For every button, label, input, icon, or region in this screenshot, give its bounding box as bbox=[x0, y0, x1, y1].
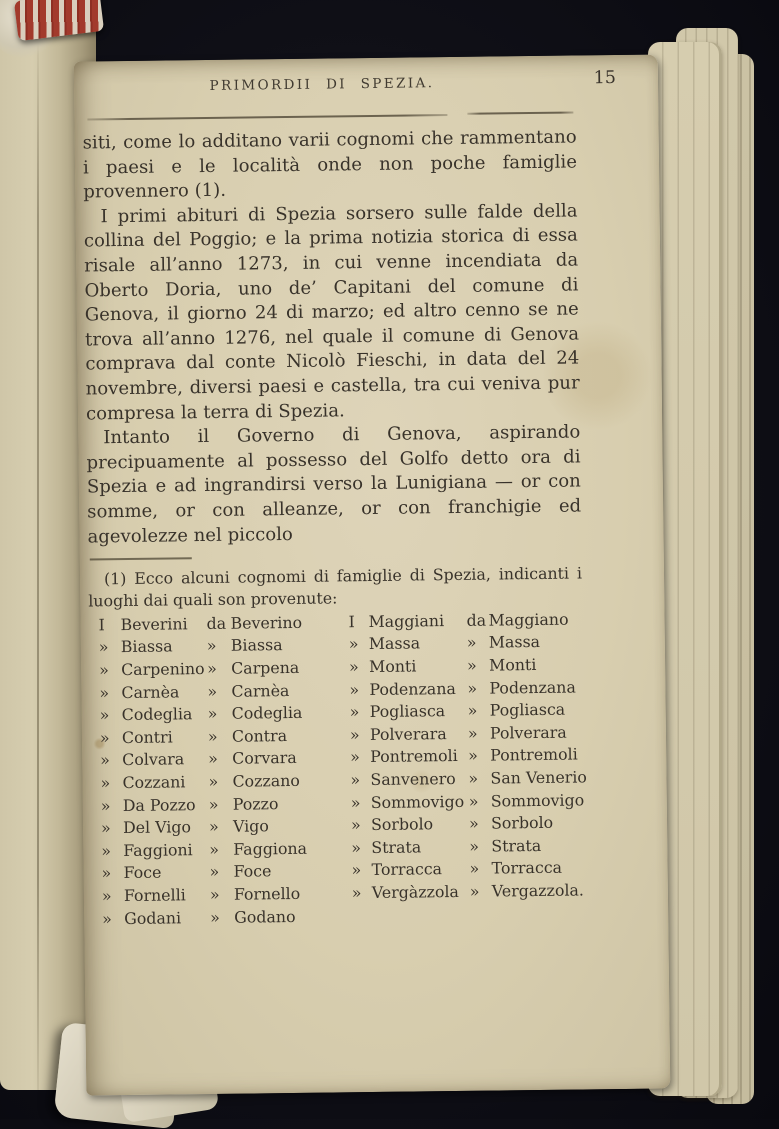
place-name: Strata bbox=[491, 835, 542, 856]
place-name: Foce bbox=[233, 861, 272, 882]
place-name: Fornello bbox=[233, 883, 301, 904]
place-name: Carnèa bbox=[231, 680, 290, 701]
article-marker: » bbox=[350, 815, 361, 835]
page-header bbox=[82, 55, 643, 108]
family-name: Torracca bbox=[371, 859, 443, 880]
ditto-marker: » bbox=[208, 749, 219, 769]
place-name: Carpena bbox=[231, 657, 300, 678]
footnote-rule bbox=[90, 557, 192, 560]
article-marker: I bbox=[348, 612, 355, 632]
family-name: Biassa bbox=[120, 636, 173, 657]
footnote-list-row bbox=[351, 789, 591, 815]
ditto-marker: » bbox=[209, 839, 220, 859]
family-name: Maggiani bbox=[368, 610, 445, 631]
ditto-marker: » bbox=[210, 907, 220, 927]
family-name: Sommovigo bbox=[370, 791, 465, 812]
paragraph: I primi abituri di Spezia sorsero sulle falde della collina del Poggio; e la prima notizia storica di essa risale all’anno 1273, in cui venne incendiata da Oberto Doria, uno de’ Capitani del comune di Genova, il giorno 24 di marzo; ed altro cenno se ne trova all’anno 1276, nel quale il comune di Genova comprava dal conte Nicolò Fieschi, in data del 24 novembre, diversi paesi e castella, tra cui veniva pur compresa la terra di Spezia. bbox=[83, 200, 580, 425]
footnote bbox=[88, 552, 593, 930]
article-marker: » bbox=[99, 727, 110, 748]
article-marker: » bbox=[101, 863, 112, 883]
ditto-marker: » bbox=[207, 726, 218, 746]
article-marker: » bbox=[351, 860, 362, 880]
ditto-marker: » bbox=[468, 813, 479, 833]
family-name: Pontremoli bbox=[370, 746, 458, 767]
article-marker: » bbox=[102, 908, 112, 928]
footnote-list-row bbox=[351, 857, 591, 883]
article-marker: » bbox=[348, 657, 359, 677]
article-marker: » bbox=[349, 702, 360, 722]
footnote-columns bbox=[88, 608, 592, 930]
article-marker: » bbox=[351, 883, 362, 903]
footnote-list-row bbox=[350, 721, 590, 747]
ditto-marker: » bbox=[207, 681, 218, 701]
article-marker: » bbox=[99, 682, 110, 702]
place-name: Vigo bbox=[232, 816, 269, 836]
ditto-marker: » bbox=[467, 723, 478, 743]
ditto-marker: » bbox=[206, 636, 217, 656]
article-marker: » bbox=[100, 818, 111, 838]
article-marker: » bbox=[101, 840, 112, 861]
article-marker: I bbox=[98, 615, 105, 635]
place-name: Codeglia bbox=[231, 703, 303, 723]
book-page bbox=[74, 54, 671, 1095]
family-name: Del Vigo bbox=[122, 817, 192, 838]
place-name: Torracca bbox=[491, 858, 563, 878]
family-name: Pogliasca bbox=[369, 701, 446, 722]
ditto-marker: da bbox=[206, 613, 227, 633]
ditto-marker: » bbox=[207, 658, 217, 679]
footnote-list-row bbox=[352, 879, 592, 905]
ditto-marker: » bbox=[468, 746, 478, 766]
ditto-marker: da bbox=[466, 610, 487, 630]
place-name: Beverino bbox=[230, 612, 303, 633]
place-name: Contra bbox=[231, 725, 288, 746]
family-name: Foce bbox=[123, 862, 162, 883]
place-name: Cozzano bbox=[232, 770, 300, 791]
footnote-list-row bbox=[99, 634, 341, 660]
family-name: Codeglia bbox=[121, 704, 193, 725]
family-name: Carpenino bbox=[121, 659, 205, 680]
family-name: Godani bbox=[124, 907, 182, 928]
place-name: Sommovigo bbox=[490, 789, 585, 811]
family-name: Cozzani bbox=[122, 772, 186, 793]
paragraph: Intanto il Governo di Genova, aspirando precipuamente al possesso del Golfo detto ora di Spezia e ad ingrandirsi verso la Lunigiana — or con somme, or con alleanze, or con franchigie ed agevolezze nel piccolo bbox=[86, 421, 582, 547]
place-name: San Venerio bbox=[490, 767, 587, 788]
family-name: Faggioni bbox=[123, 839, 193, 860]
ditto-marker: » bbox=[208, 771, 219, 791]
footnote-list-row bbox=[99, 679, 341, 705]
article-marker: » bbox=[350, 770, 361, 790]
ditto-marker: » bbox=[468, 768, 479, 788]
article-marker: » bbox=[350, 792, 361, 812]
family-name: Beverini bbox=[120, 614, 188, 634]
article-marker: » bbox=[100, 795, 111, 815]
header-rule-long bbox=[87, 114, 447, 120]
running-title: PRIMORDII DI SPEZIA. bbox=[209, 75, 435, 94]
place-name: Monti bbox=[488, 654, 537, 675]
footnote-list-row bbox=[100, 724, 342, 750]
place-name: Maggiano bbox=[488, 609, 569, 630]
family-name: Sorbolo bbox=[370, 814, 434, 835]
body-text bbox=[83, 125, 582, 549]
footnote-list-row bbox=[101, 837, 343, 863]
family-name: Podenzana bbox=[369, 678, 456, 699]
family-name: Colvara bbox=[122, 749, 185, 770]
footnote-list-row bbox=[349, 653, 589, 679]
ditto-marker: » bbox=[209, 862, 220, 882]
place-name: Podenzana bbox=[489, 677, 576, 698]
article-marker: » bbox=[100, 750, 111, 770]
footnote-list-row bbox=[350, 699, 590, 725]
footnote-list-row bbox=[98, 611, 340, 637]
ditto-marker: » bbox=[468, 791, 479, 811]
family-name: Strata bbox=[371, 837, 422, 857]
footnote-list-row bbox=[102, 905, 344, 931]
ditto-marker: » bbox=[467, 678, 478, 698]
article-marker: » bbox=[101, 886, 112, 906]
ditto-marker: » bbox=[207, 704, 218, 724]
article-marker: » bbox=[350, 747, 360, 767]
ditto-marker: » bbox=[208, 794, 219, 814]
footnote-list-row bbox=[351, 834, 591, 860]
article-marker: » bbox=[99, 705, 110, 725]
ditto-marker: » bbox=[466, 633, 477, 653]
place-name: Pontremoli bbox=[490, 744, 578, 765]
place-name: Biassa bbox=[230, 635, 283, 656]
ditto-marker: » bbox=[469, 836, 480, 856]
page-number: 15 bbox=[593, 67, 617, 89]
family-name: Massa bbox=[368, 633, 421, 654]
family-name: Da Pozzo bbox=[122, 794, 196, 815]
footnote-list-row bbox=[100, 747, 342, 773]
article-marker: » bbox=[100, 773, 111, 793]
paragraph: siti, come lo additano varii cognomi che rammentano i paesi e le località onde non poche famiglie provennero (1). bbox=[82, 126, 578, 203]
family-name: Carnèa bbox=[121, 681, 180, 702]
place-name: Polverara bbox=[489, 722, 567, 743]
place-name: Pogliasca bbox=[489, 699, 566, 720]
family-name: Polverara bbox=[369, 723, 447, 744]
article-marker: » bbox=[351, 837, 362, 858]
footnote-list-row bbox=[99, 656, 341, 682]
article-marker: » bbox=[99, 660, 109, 680]
family-name: Fornelli bbox=[123, 885, 186, 905]
footnote-list-row bbox=[350, 744, 590, 770]
place-name: Godano bbox=[234, 906, 296, 927]
footnote-list-row bbox=[102, 882, 344, 908]
family-name: Contri bbox=[121, 727, 173, 747]
footnote-list-row bbox=[100, 769, 342, 795]
article-marker: » bbox=[349, 724, 360, 745]
place-name: Pozzo bbox=[232, 793, 279, 814]
footnote-intro: (1) Ecco alcuni cognomi di famiglie di Spezia, indicanti i luoghi dai quali son provenute: bbox=[88, 563, 583, 611]
footnote-list-row bbox=[101, 792, 343, 818]
place-name: Sorbolo bbox=[490, 812, 554, 833]
header-rule-short bbox=[467, 112, 573, 115]
footnote-list-row bbox=[350, 766, 590, 792]
page-content bbox=[82, 55, 655, 1096]
article-marker: » bbox=[349, 679, 360, 699]
footnote-list-row bbox=[349, 631, 589, 657]
ditto-marker: » bbox=[469, 859, 480, 879]
place-name: Faggiona bbox=[233, 838, 308, 859]
footnote-column-left bbox=[98, 611, 344, 930]
footnote-list-row bbox=[349, 676, 589, 702]
ditto-marker: » bbox=[208, 817, 219, 837]
place-name: Massa bbox=[488, 632, 541, 652]
family-name: Sanvenero bbox=[370, 768, 456, 790]
ditto-marker: » bbox=[209, 884, 220, 904]
ditto-marker: » bbox=[469, 881, 480, 901]
footnote-list-row bbox=[351, 811, 591, 837]
place-name: Vergazzola. bbox=[491, 880, 585, 901]
footnote-column-right bbox=[340, 608, 592, 927]
footnote-list-row bbox=[348, 608, 588, 634]
ditto-marker: » bbox=[466, 655, 477, 675]
article-marker: » bbox=[98, 637, 109, 657]
place-name: Corvara bbox=[232, 748, 297, 769]
ditto-marker: » bbox=[467, 700, 478, 721]
footnote-list-row bbox=[100, 702, 342, 728]
family-name: Vergàzzola bbox=[371, 881, 459, 902]
article-marker: » bbox=[348, 634, 359, 654]
family-name: Monti bbox=[368, 656, 417, 677]
footnote-list-row bbox=[101, 815, 343, 841]
footnote-list-row bbox=[101, 860, 343, 886]
